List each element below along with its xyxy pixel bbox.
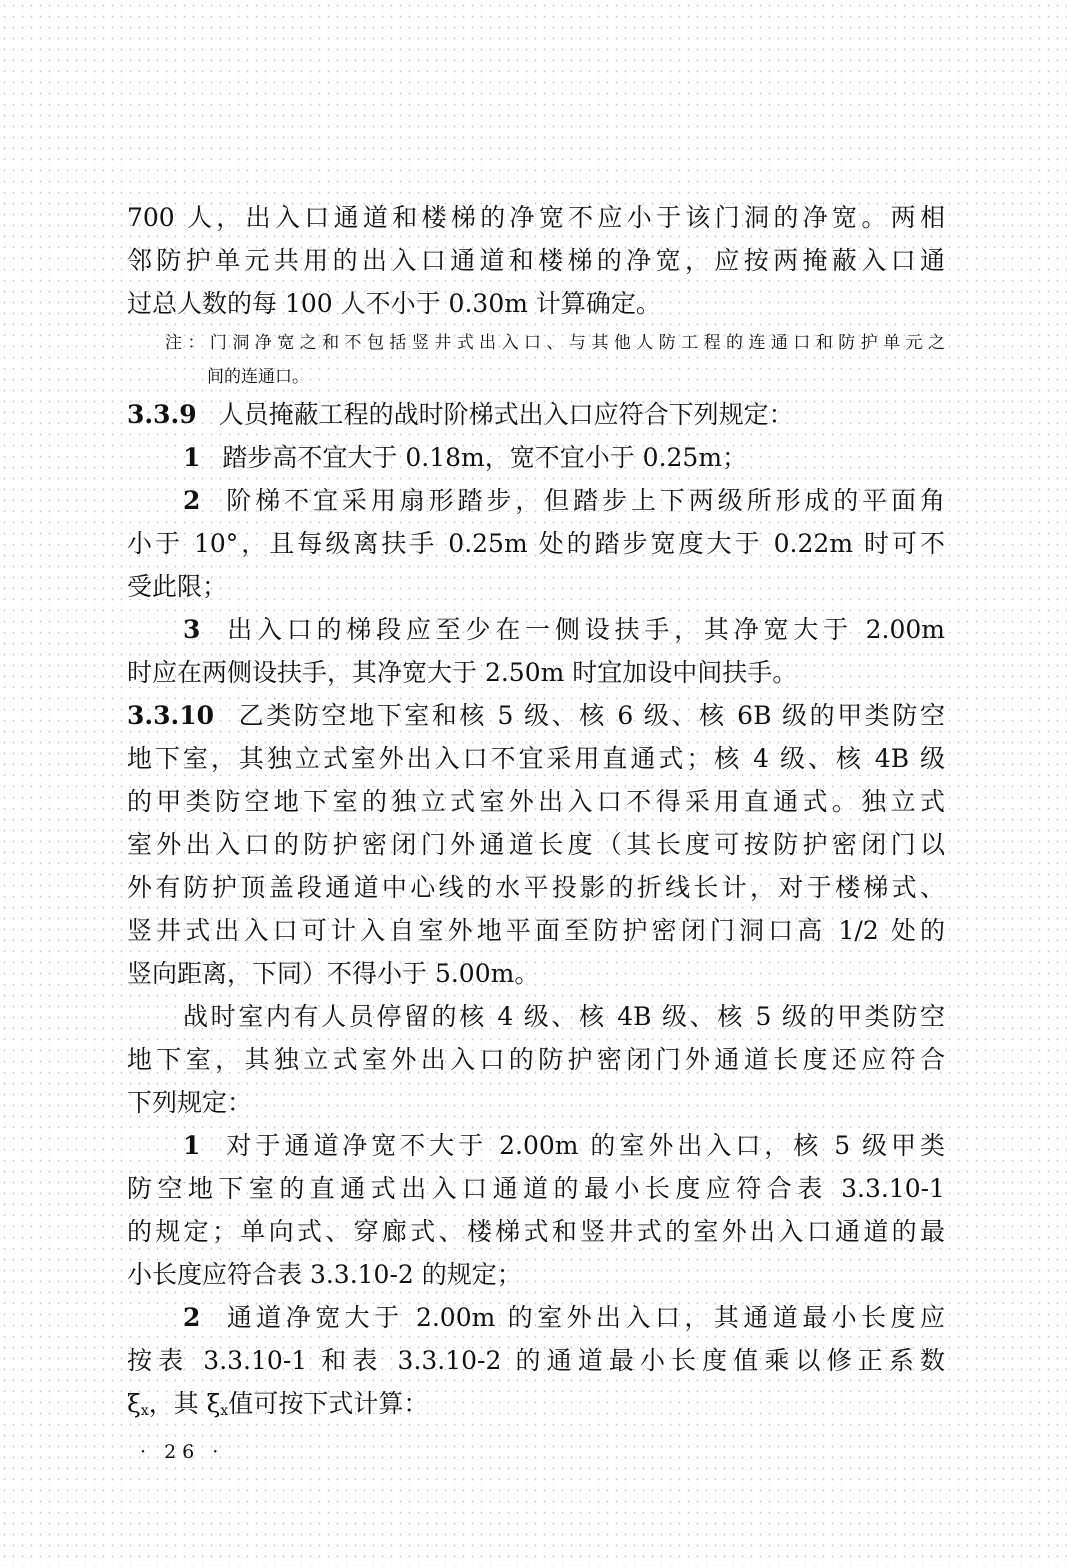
text-line: 的规定；单向式、穿廊式、楼梯式和竖井式的室外出入口通道的最	[127, 1217, 945, 1246]
text-fragment: 值可按下式计算：	[228, 1389, 429, 1418]
text-line: 地下室，其独立式室外出入口的防护密闭门外通道长度还应符合	[127, 1045, 945, 1074]
text-line: 受此限；	[127, 572, 228, 601]
item-number: 2	[183, 1303, 201, 1332]
text-line: 下列规定：	[127, 1088, 253, 1117]
list-item	[127, 608, 945, 651]
note-line: 注：门洞净宽之和不包括竖井式出入口、与其他人防工程的连通口和防护单元之	[165, 333, 945, 353]
clause-3-3-9	[127, 393, 945, 694]
clause-number: 3.3.9	[127, 400, 197, 429]
clause-heading	[127, 393, 945, 436]
xi-subscript: x	[220, 1403, 229, 1419]
item-text: 通道净宽大于 2.00m 的室外出入口，其通道最小长度应	[222, 1303, 945, 1332]
text-line: 按表 3.3.10-1 和表 3.3.10-2 的通道最小长度值乘以修正系数	[127, 1346, 945, 1375]
clause-title: 人员掩蔽工程的战时阶梯式出入口应符合下列规定：	[218, 400, 794, 429]
text-line: 的甲类防空地下室的独立式室外出入口不得采用直通式。独立式	[127, 787, 945, 816]
text-line: 地下室，其独立式室外出入口不宜采用直通式；核 4 级、核 4B 级	[127, 744, 945, 773]
xi-subscript: x	[140, 1403, 149, 1419]
note-line: 间的连通口。	[207, 367, 309, 387]
text-line: 竖井式出入口可计入自室外地平面至防护密闭门洞口高 1/2 处的	[127, 916, 945, 945]
item-number: 3	[183, 615, 201, 644]
list-item	[127, 479, 945, 522]
text-line: 时应在两侧设扶手，其净宽大于 2.50m 时宜加设中间扶手。	[127, 658, 798, 687]
item-number: 1	[183, 1131, 201, 1160]
list-item	[127, 436, 945, 479]
item-number: 2	[183, 486, 201, 515]
page-body	[127, 196, 945, 1433]
clause-text: 乙类防空地下室和核 5 级、核 6 级、核 6B 级的甲类防空	[236, 701, 945, 730]
text-fragment: ，其	[148, 1389, 207, 1418]
text-line: 过总人数的每 100 人不小于 0.30m 计算确定。	[127, 289, 661, 318]
xi-symbol: ξ	[206, 1389, 221, 1418]
formula-intro-line	[127, 1382, 945, 1433]
list-item	[127, 1296, 945, 1339]
item-text: 出入口的梯段应至少在一侧设扶手，其净宽大于 2.00m	[222, 615, 945, 644]
paragraph-continuation	[127, 196, 945, 325]
clause-heading	[127, 694, 945, 737]
text-line: 外有防护顶盖段通道中心线的水平投影的折线长计，对于楼梯式、	[127, 873, 945, 902]
text-line: 邻防护单元共用的出入口通道和楼梯的净宽，应按两掩蔽入口通	[127, 246, 945, 275]
text-line: 小于 10°，且每级离扶手 0.25m 处的踏步宽度大于 0.22m 时可不	[127, 529, 945, 558]
item-text: 踏步高不宜大于 0.18m，宽不宜小于 0.25m；	[222, 443, 748, 472]
item-text: 阶梯不宜采用扇形踏步，但踏步上下两级所形成的平面角	[222, 486, 945, 515]
list-item	[127, 1124, 945, 1167]
item-number: 1	[183, 443, 201, 472]
text-line: 700 人，出入口通道和楼梯的净宽不应小于该门洞的净宽。两相	[127, 203, 945, 232]
text-line: 小长度应符合表 3.3.10-2 的规定；	[127, 1260, 522, 1289]
text-line: 竖向距离，下同）不得小于 5.00m。	[127, 959, 540, 988]
page-number: · 26 ·	[140, 1441, 225, 1463]
text-line: 室外出入口的防护密闭门外通道长度（其长度可按防护密闭门以	[127, 830, 945, 859]
clause-3-3-10	[127, 694, 945, 1433]
note-block	[127, 327, 945, 393]
text-line: 战时室内有人员停留的核 4 级、核 4B 级、核 5 级的甲类防空	[183, 1002, 945, 1031]
item-text: 对于通道净宽不大于 2.00m 的室外出入口，核 5 级甲类	[222, 1131, 945, 1160]
clause-number: 3.3.10	[127, 701, 214, 730]
text-line: 防空地下室的直通式出入口通道的最小长度应符合表 3.3.10-1	[127, 1174, 945, 1203]
xi-symbol: ξ	[127, 1389, 141, 1418]
